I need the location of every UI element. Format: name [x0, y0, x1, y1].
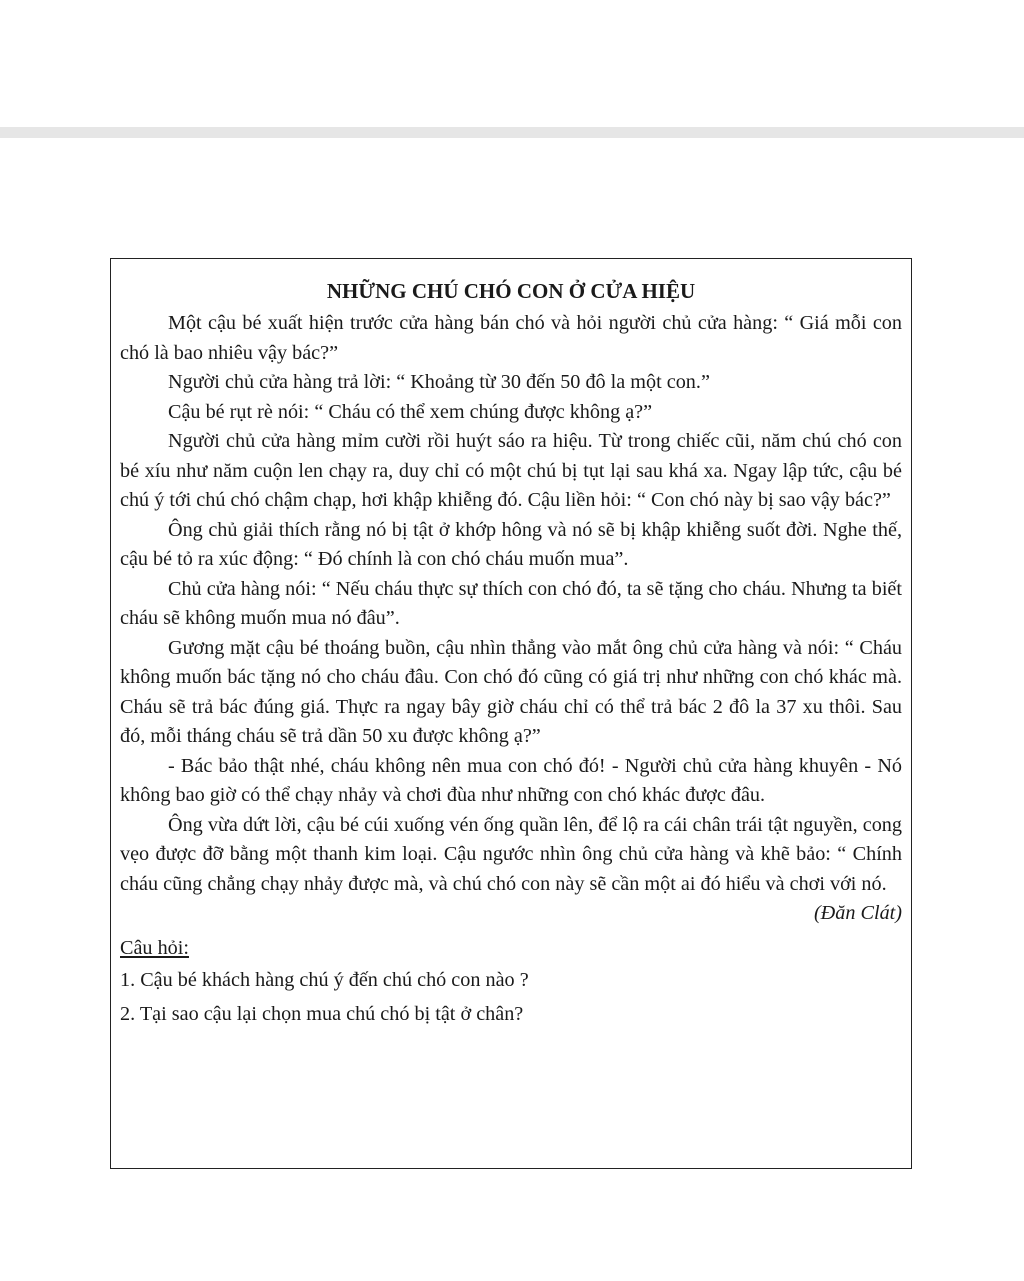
author-attribution: (Đăn Clát) — [813, 902, 902, 924]
story-paragraph-1: Một cậu bé xuất hiện trước cửa hàng bán chó và hỏi người chủ cửa hàng: “ Giá mỗi con chó là bao nhiêu vậy bác?” — [120, 312, 902, 364]
document-title: NHỮNG CHÚ CHÓ CON Ở CỬA HIỆU — [326, 279, 696, 303]
story-paragraph-4: Người chủ cửa hàng mỉm cười rồi huýt sáo ra hiệu. Từ trong chiếc cũi, năm chú chó con bé xíu như năm cuộn len chạy ra, duy chỉ có một chú bị tụt lại sau khá xa. Ngay lập tức, cậu bé chú ý tới chú chó chậm chạp, hơi khập khiễng đó. Cậu liền hỏi: “ Con chó này bị sao vậy bác?” — [120, 430, 902, 511]
question-item-2: 2. Tại sao cậu lại chọn mua chú chó bị tật ở chân? — [120, 1002, 524, 1025]
story-paragraph-3: Cậu bé rụt rè nói: “ Cháu có thể xem chúng được không ạ?” — [168, 400, 653, 423]
story-paragraph-7: Gương mặt cậu bé thoáng buồn, cậu nhìn thẳng vào mắt ông chủ cửa hàng và nói: “ Cháu không muốn bác tặng nó cho cháu đâu. Con chó đó cũng có giá trị như những con chó khác mà. Cháu sẽ trả bác đúng giá. Thực ra ngay bây giờ cháu chỉ có thể trả bác 2 đô la 37 xu thôi. Sau đó, mỗi tháng cháu sẽ trả dần 50 xu được không ạ?” — [120, 636, 902, 747]
question-item-1: 1. Cậu bé khách hàng chú ý đến chú chó con nào ? — [120, 969, 529, 991]
story-paragraph-6: Chủ cửa hàng nói: “ Nếu cháu thực sự thích con chó đó, ta sẽ tặng cho cháu. Nhưng ta biết cháu sẽ không muốn mua nó đâu”. — [120, 577, 902, 629]
document-frame — [110, 258, 912, 1169]
story-paragraph-9: Ông vừa dứt lời, cậu bé cúi xuống vén ống quần lên, để lộ ra cái chân trái tật nguyền, cong vẹo được đỡ bằng một thanh kim loại. Cậu ngước nhìn ông chủ cửa hàng và khẽ bảo: “ Chính cháu cũng chẳng chạy nhảy được mà, và chú chó con này sẽ cần một ai đó hiểu và chơi với nó. — [120, 813, 902, 895]
story-paragraph-8: - Bác bảo thật nhé, cháu không nên mua con chó đó! - Người chủ cửa hàng khuyên - Nó không bao giờ có thể chạy nhảy và chơi đùa như những con chó khác được đâu. — [120, 754, 902, 806]
story-paragraph-5: Ông chủ giải thích rằng nó bị tật ở khớp hông và nó sẽ bị khập khiễng suốt đời. Nghe thế, cậu bé tỏ ra xúc động: “ Đó chính là con chó cháu muốn mua”. — [120, 518, 902, 570]
questions-heading: Câu hỏi: — [120, 936, 189, 959]
story-paragraph-2: Người chủ cửa hàng trả lời: “ Khoảng từ 30 đến 50 đô la một con.” — [168, 371, 710, 393]
top-divider-bar — [0, 127, 1024, 138]
